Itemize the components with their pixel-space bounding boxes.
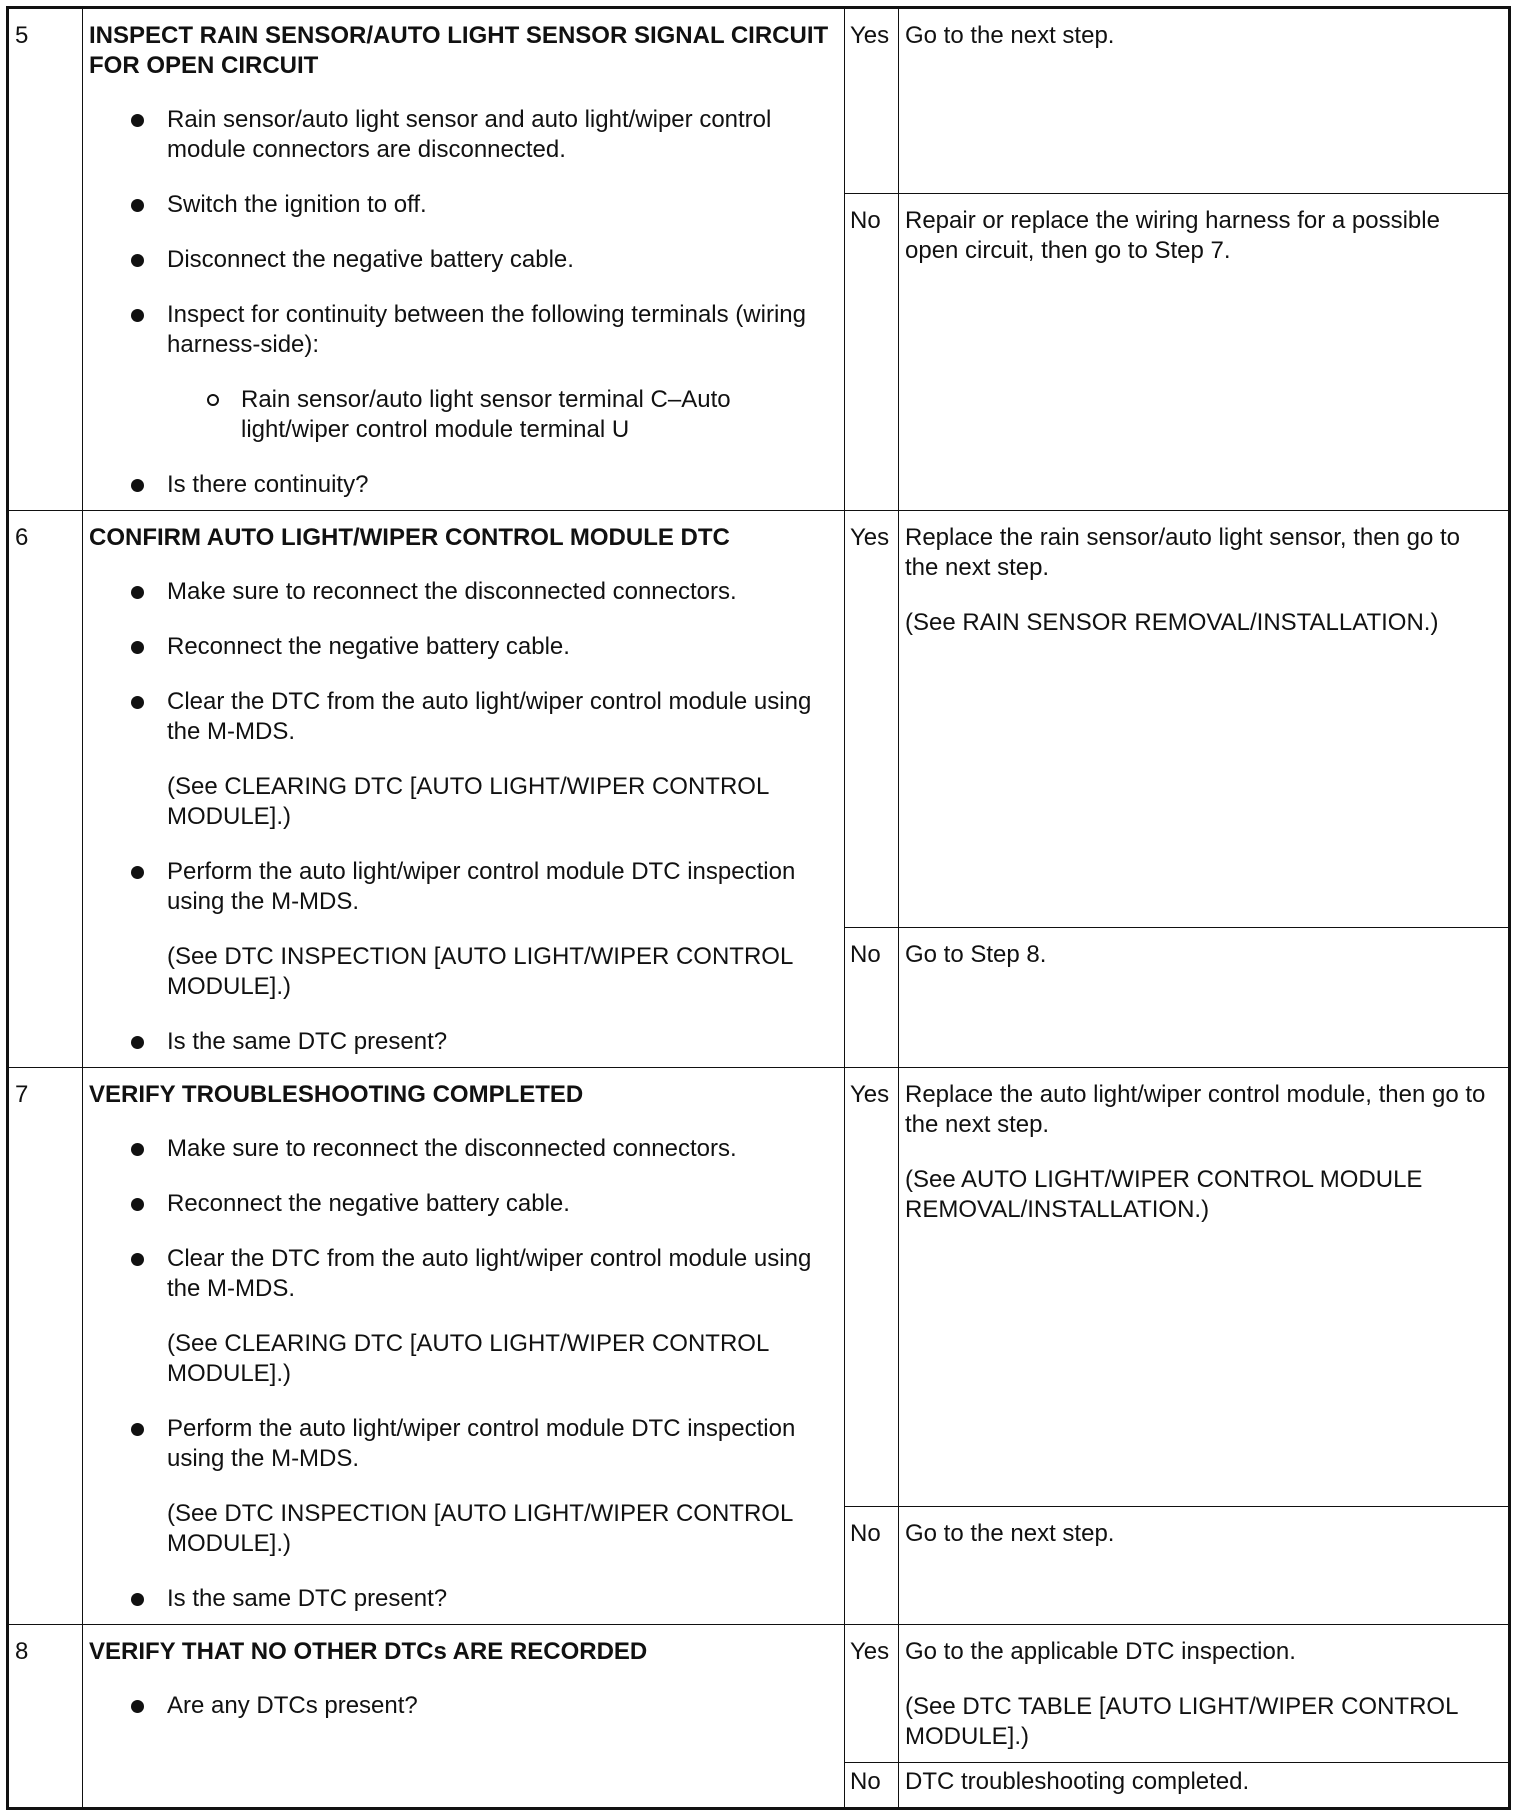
- sub-list-item: Rain sensor/auto light sensor terminal C–Auto light/wiper control module terminal U: [167, 385, 836, 445]
- list-item: Is the same DTC present?: [89, 1584, 836, 1614]
- list-item: Perform the auto light/wiper control module DTC inspection using the M-MDS. (See DTC INSPECTION [AUTO LIGHT/WIPER CONTROL MODULE].): [89, 857, 836, 1002]
- bullet-list: [89, 1691, 836, 1721]
- bullet-icon: [131, 1423, 144, 1436]
- reference-note: (See DTC INSPECTION [AUTO LIGHT/WIPER CONTROL MODULE].): [167, 1500, 793, 1557]
- bullet-icon: [131, 1593, 144, 1606]
- list-item: Reconnect the negative battery cable.: [89, 632, 836, 662]
- list-item: Is there continuity?: [89, 470, 836, 500]
- list-item: Make sure to reconnect the disconnected connectors.: [89, 1134, 836, 1164]
- list-item: Is the same DTC present?: [89, 1027, 836, 1057]
- step-title: VERIFY THAT NO OTHER DTCs ARE RECORDED: [89, 1638, 648, 1665]
- yes-result: Replace the auto light/wiper control module, then go to the next step. (See AUTO LIGHT/WIPER CONTROL MODULE REMOVAL/INSTALLATION.): [899, 1068, 1510, 1507]
- no-label: No: [845, 1763, 899, 1809]
- bullet-icon: [131, 1198, 144, 1211]
- step-action: [83, 8, 845, 511]
- reference-note: (See CLEARING DTC [AUTO LIGHT/WIPER CONTROL MODULE].): [167, 1330, 769, 1387]
- step-title: CONFIRM AUTO LIGHT/WIPER CONTROL MODULE DTC: [89, 524, 730, 551]
- bullet-icon: [131, 254, 144, 267]
- bullet-icon: [131, 1700, 144, 1713]
- no-result: DTC troubleshooting completed.: [899, 1763, 1510, 1809]
- bullet-icon: [131, 199, 144, 212]
- reference-note: (See DTC INSPECTION [AUTO LIGHT/WIPER CONTROL MODULE].): [167, 943, 793, 1000]
- step-action: [83, 511, 845, 1068]
- step-number: 6: [8, 511, 83, 1068]
- troubleshooting-table: [6, 6, 1511, 1810]
- list-item: Rain sensor/auto light sensor and auto light/wiper control module connectors are disconnected.: [89, 105, 836, 165]
- list-item: Reconnect the negative battery cable.: [89, 1189, 836, 1219]
- reference-note: (See CLEARING DTC [AUTO LIGHT/WIPER CONTROL MODULE].): [167, 773, 769, 830]
- step-action: [83, 1625, 845, 1809]
- list-item: Disconnect the negative battery cable.: [89, 245, 836, 275]
- yes-label: Yes: [845, 1625, 899, 1763]
- bullet-icon: [131, 479, 144, 492]
- step-number: 8: [8, 1625, 83, 1809]
- bullet-icon: [131, 1036, 144, 1049]
- no-label: No: [845, 194, 899, 511]
- sub-list: [167, 385, 836, 445]
- yes-result: Go to the applicable DTC inspection. (See DTC TABLE [AUTO LIGHT/WIPER CONTROL MODULE].): [899, 1625, 1510, 1763]
- no-result: Repair or replace the wiring harness for a possible open circuit, then go to Step 7.: [899, 194, 1510, 511]
- step-number: 5: [8, 8, 83, 511]
- no-label: No: [845, 1506, 899, 1624]
- bullet-icon: [131, 866, 144, 879]
- list-item: Inspect for continuity between the following terminals (wiring harness-side): Rain sensor/auto light sensor terminal C–Auto light/wiper control module terminal U: [89, 300, 836, 445]
- bullet-list: [89, 577, 836, 1057]
- bullet-icon: [131, 641, 144, 654]
- step-title: INSPECT RAIN SENSOR/AUTO LIGHT SENSOR SIGNAL CIRCUIT FOR OPEN CIRCUIT: [89, 22, 829, 79]
- step-number: 7: [8, 1068, 83, 1625]
- bullet-icon: [131, 696, 144, 709]
- table-row: [8, 1068, 1510, 1507]
- yes-label: Yes: [845, 1068, 899, 1507]
- yes-result: Replace the rain sensor/auto light sensor, then go to the next step. (See RAIN SENSOR REMOVAL/INSTALLATION.): [899, 511, 1510, 928]
- list-item: Clear the DTC from the auto light/wiper control module using the M-MDS. (See CLEARING DTC [AUTO LIGHT/WIPER CONTROL MODULE].): [89, 687, 836, 832]
- bullet-icon: [131, 309, 144, 322]
- bullet-list: [89, 105, 836, 500]
- list-item: Clear the DTC from the auto light/wiper control module using the M-MDS. (See CLEARING DTC [AUTO LIGHT/WIPER CONTROL MODULE].): [89, 1244, 836, 1389]
- step-action: [83, 1068, 845, 1625]
- table-row: [8, 8, 1510, 194]
- hollow-bullet-icon: [207, 394, 219, 406]
- bullet-icon: [131, 114, 144, 127]
- bullet-icon: [131, 1253, 144, 1266]
- list-item: Perform the auto light/wiper control module DTC inspection using the M-MDS. (See DTC INSPECTION [AUTO LIGHT/WIPER CONTROL MODULE].): [89, 1414, 836, 1559]
- table-row: [8, 511, 1510, 928]
- no-label: No: [845, 928, 899, 1068]
- yes-label: Yes: [845, 8, 899, 194]
- list-item: Are any DTCs present?: [89, 1691, 836, 1721]
- table-row: [8, 1625, 1510, 1763]
- list-item: Switch the ignition to off.: [89, 190, 836, 220]
- bullet-icon: [131, 586, 144, 599]
- list-item: Make sure to reconnect the disconnected connectors.: [89, 577, 836, 607]
- yes-label: Yes: [845, 511, 899, 928]
- no-result: Go to Step 8.: [899, 928, 1510, 1068]
- bullet-list: [89, 1134, 836, 1614]
- no-result: Go to the next step.: [899, 1506, 1510, 1624]
- step-title: VERIFY TROUBLESHOOTING COMPLETED: [89, 1081, 584, 1108]
- bullet-icon: [131, 1143, 144, 1156]
- yes-result: Go to the next step.: [899, 8, 1510, 194]
